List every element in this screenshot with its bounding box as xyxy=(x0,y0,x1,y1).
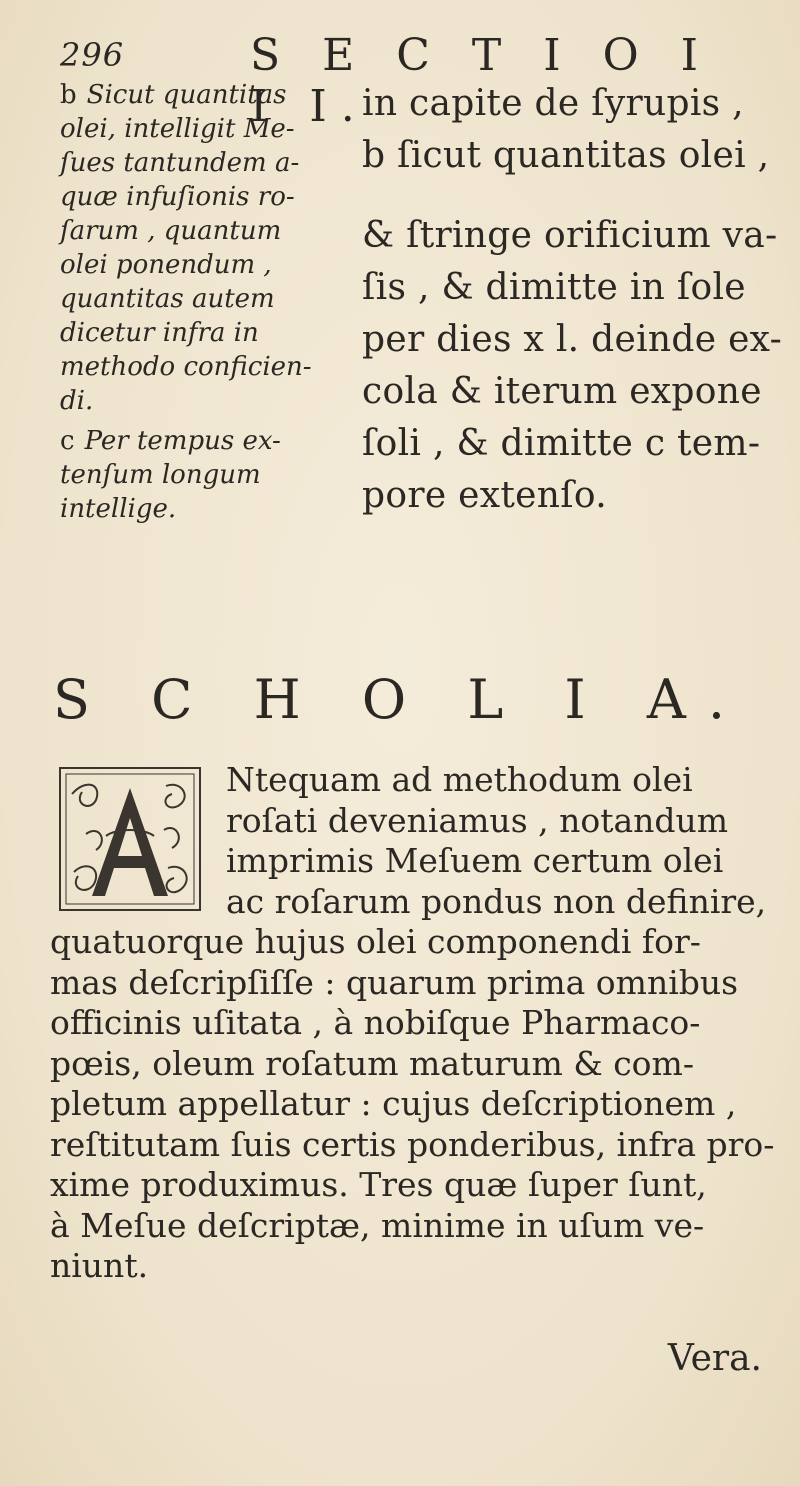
note-line: ſues tantundem a- xyxy=(60,148,300,178)
note-line-text: Sicut quantitas xyxy=(86,80,287,110)
scholia-line: reſtitutam ſuis certis ponderibus, infra pro- xyxy=(50,1124,775,1164)
scholia-line: officinis uſitata , à nobiſque Pharmaco- xyxy=(50,1003,701,1042)
note-line: dicetur infra in xyxy=(60,318,259,348)
marginal-note-c xyxy=(60,424,345,526)
scholia-line: à Meſue deſcriptæ, minime in uſum ve- xyxy=(50,1205,705,1245)
note-line: olei ponendum , xyxy=(60,250,272,280)
marginal-note-b xyxy=(60,78,345,418)
note-mark: c xyxy=(60,426,75,456)
main-text-line: b ſicut quantitas olei , xyxy=(362,135,770,176)
note-line: ſarum , quantum xyxy=(60,216,282,246)
scholia-line: quatuorque hujus olei componendi for- xyxy=(50,922,701,961)
scholia-line: pœis, oleum roſatum maturum & com- xyxy=(50,1043,694,1083)
note-line xyxy=(60,78,345,112)
note-line: methodo conficien- xyxy=(60,352,312,382)
scholia-line: ac roſarum pondus non definire, xyxy=(226,881,767,921)
main-text-line: cola & iterum expone xyxy=(362,371,762,412)
scholia-heading: S C H O L I A. xyxy=(52,668,747,731)
scholia-line: niunt. xyxy=(50,1246,149,1285)
note-mark: b xyxy=(60,80,77,110)
main-text-line: ſis , & dimitte in ſole xyxy=(362,267,746,308)
marginal-notes xyxy=(60,78,345,526)
main-text-line: ſoli , & dimitte c tem- xyxy=(362,423,761,464)
scholia-line: pletum appellatur : cujus deſcriptionem , xyxy=(50,1084,737,1123)
note-line xyxy=(60,424,345,458)
scholia-line: xime produximus. Tres quæ ſuper ſunt, xyxy=(50,1165,707,1204)
main-text-line: in capite de ſyrupis , xyxy=(362,83,744,124)
page-number: 296 xyxy=(60,36,125,74)
scholia-line: imprimis Meſuem certum olei xyxy=(226,841,724,880)
section-heading: S E C T I O I I I. xyxy=(250,30,713,132)
main-text-line: & ſtringe orificium va- xyxy=(362,215,778,256)
note-line-text: Per tempus ex- xyxy=(84,426,281,456)
catchword: Vera. xyxy=(667,1338,762,1379)
main-text-line: per dies x l. deinde ex- xyxy=(362,319,783,360)
note-line: olei, intelligit Me- xyxy=(60,114,295,144)
note-line: di. xyxy=(60,386,94,416)
scholia-line: roſati deveniamus , notandum xyxy=(226,800,729,840)
scholia-line: Ntequam ad methodum olei xyxy=(226,760,693,799)
scholia-line: mas deſcripſiſſe : quarum prima omnibus xyxy=(50,962,739,1002)
main-text-column xyxy=(362,78,794,522)
note-line: quæ infuſionis ro- xyxy=(60,182,295,212)
note-line: quantitas autem xyxy=(60,284,275,314)
note-line: tenſum longum xyxy=(60,460,261,490)
note-line: intellige. xyxy=(60,494,177,524)
main-text-line: pore extenſo. xyxy=(362,475,607,516)
scholia-body xyxy=(50,760,790,1287)
